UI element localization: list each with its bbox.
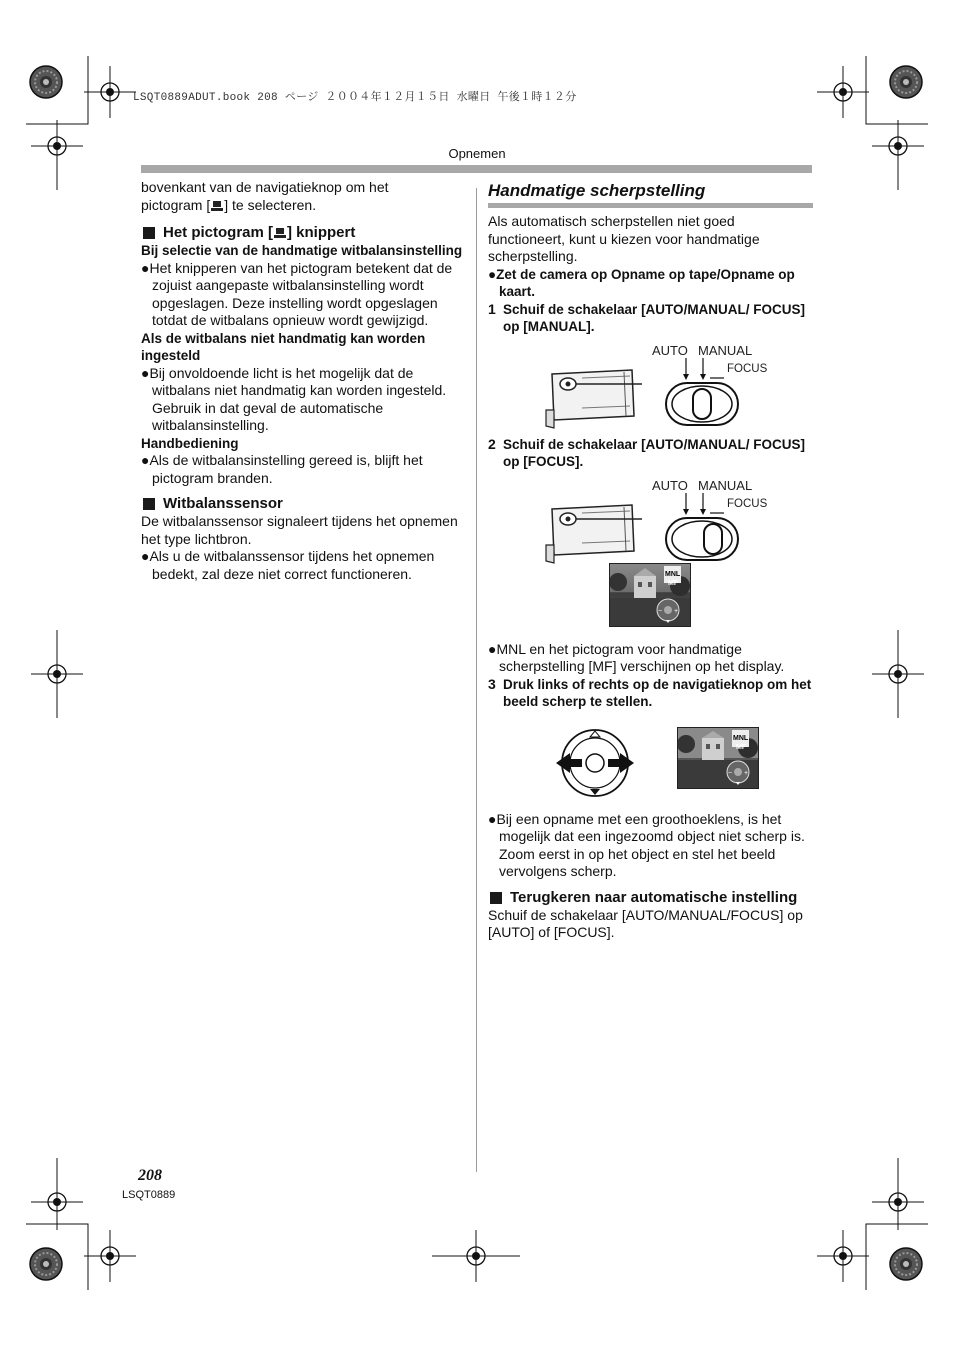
intro-line: bovenkant van de navigatieknop om het [141, 179, 389, 195]
bullet-item: ●Als de witbalansinstelling gereed is, blijft het pictogram branden. [141, 452, 423, 486]
subheading: Als de witbalans niet handmatig kan worden ingesteld [141, 330, 426, 363]
heading-return [488, 889, 813, 907]
switch-diagram-manual [488, 342, 813, 434]
switch-icon [664, 380, 740, 428]
navigation-button-icon [554, 727, 636, 799]
intro-line [141, 197, 466, 215]
bullet-item: ●Zet de camera op Opname op tape/Opname op kaart. [488, 266, 795, 299]
label-focus: FOCUS [727, 497, 768, 510]
screen-mnl-label: MNL [732, 730, 749, 748]
bullet-text: Het knipperen van het pictogram betekent dat de zojuist aangepaste witbalansinstelling wordt opgeslagen. Deze instelling wordt opgeslagen totdat de witbalans opnieuw wordt gewijzigd. [149, 259, 453, 328]
bullet-item: ●MNL en het pictogram voor handmatige scherpstelling [MF] verschijnen op het display. [488, 640, 785, 674]
heading-text-part: Het pictogram [ [163, 224, 274, 241]
step-text: Schuif de schakelaar [AUTO/MANUAL/ FOCUS] op [MANUAL]. [503, 301, 806, 334]
square-bullet-icon [143, 227, 155, 239]
section-title: Handmatige scherpstelling [488, 181, 706, 200]
label-auto: AUTO [652, 342, 688, 358]
bullet-text: Zet de camera op Opname op tape/Opname op kaart. [496, 266, 795, 299]
switch-diagram-focus [488, 477, 813, 641]
screen-mf-label: MF [736, 743, 747, 751]
switch-pointer-lines [678, 358, 728, 382]
intro-text: pictogram [ [141, 196, 211, 213]
heading-text: Terugkeren naar automatische instelling [510, 888, 798, 906]
step-number: 3 [488, 675, 496, 692]
subheading: Handbediening [141, 435, 239, 451]
label-auto: AUTO [652, 477, 688, 493]
camera-icon [542, 360, 642, 432]
title-rule [488, 203, 813, 208]
bullet-text: Bij onvoldoende licht is het mogelijk dat de witbalans niet handmatig kan worden ingesteld. Gebruik in dat geval de automatische witbalansinstelling. [149, 364, 447, 433]
registration-mark-icon [84, 66, 136, 118]
color-target-icon [890, 1248, 922, 1280]
step-text: Schuif de schakelaar [AUTO/MANUAL/ FOCUS] op [FOCUS]. [503, 436, 806, 469]
section-label: Opnemen [448, 146, 506, 161]
column-divider [476, 188, 477, 1172]
heading-text [163, 224, 355, 242]
right-column [488, 180, 813, 942]
step-3 [488, 676, 813, 711]
switch-pointer-lines [678, 493, 728, 517]
page-number: 208 [138, 1167, 162, 1184]
screen-mnl-label: MNL [664, 566, 681, 584]
bullet-item: ●Het knipperen van het pictogram betekent dat de zojuist aangepaste witbalansinstelling wordt opgeslagen. Deze instelling wordt opgeslagen totdat de witbalans opnieuw wordt gewijzigd. [141, 259, 453, 328]
registration-mark-icon [817, 66, 869, 118]
subheading: Bij selectie van de handmatige witbalansinstelling [141, 243, 463, 258]
paragraph: Schuif de schakelaar [AUTO/MANUAL/FOCUS] op [AUTO] of [FOCUS]. [488, 906, 803, 940]
square-bullet-icon [143, 498, 155, 510]
label-manual: MANUAL [698, 477, 753, 493]
bullet-text: Als de witbalansinstelling gereed is, blijft het pictogram branden. [149, 452, 423, 486]
step-number: 1 [488, 300, 496, 317]
intro-text: ] te selecteren. [224, 196, 317, 213]
heading-blink [141, 224, 466, 242]
paragraph: Als automatisch scherpstellen niet goed functioneert, kunt u kiezen voor handmatige scherpstelling. [488, 213, 760, 264]
display-preview [677, 727, 759, 789]
color-target-icon [30, 66, 62, 98]
svg-text:+: + [744, 769, 749, 777]
registration-mark-icon [817, 1230, 869, 1282]
registration-mark-icon [84, 1230, 136, 1282]
bullet-text: Als u de witbalanssensor tijdens het opnemen bedekt, zal deze niet correct functioneren. [149, 548, 435, 582]
svg-text:−: − [658, 607, 663, 615]
square-bullet-icon [490, 892, 502, 904]
step-text: Druk links of rechts op de navigatieknop om het beeld scherp te stellen. [503, 676, 812, 709]
bullet-item: ●Bij onvoldoende licht is het mogelijk dat de witbalans niet handmatig kan worden ingesteld. Gebruik in dat geval de automatische witbalansinstelling. [141, 364, 447, 433]
white-balance-icon [273, 226, 287, 239]
svg-text:+: + [674, 607, 679, 615]
camera-icon [542, 495, 642, 567]
paragraph: De witbalanssensor signaleert tijdens het opnemen het type lichtbron. [141, 513, 458, 547]
top-rule [141, 165, 812, 173]
heading-text-part: ] knippert [287, 224, 356, 241]
bullet-item: ●Bij een opname met een groothoeklens, is het mogelijk dat een ingezoomd object niet scherp is. Zoom eerst in op het object en stel het beeld vervolgens scherp. [488, 810, 805, 879]
left-column [141, 179, 466, 583]
bullet-text: MNL en het pictogram voor handmatige scherpstelling [MF] verschijnen op het display. [496, 640, 785, 674]
color-target-icon [890, 66, 922, 98]
step-2 [488, 436, 813, 471]
display-preview [609, 563, 691, 627]
step-number: 2 [488, 435, 496, 452]
label-manual: MANUAL [698, 342, 753, 358]
color-target-icon [30, 1248, 62, 1280]
screen-mf-label: MF [668, 579, 679, 587]
document-code: LSQT0889 [122, 1189, 176, 1201]
label-focus: FOCUS [727, 362, 768, 375]
print-header: LSQT0889ADUT.book 208 ページ ２００４年１２月１５日 水曜日 午後１時１２分 [133, 92, 577, 104]
heading-text: Witbalanssensor [163, 495, 283, 512]
bullet-text: Bij een opname met een groothoeklens, is het mogelijk dat een ingezoomd object niet scherp is. Zoom eerst in op het object en stel het beeld vervolgens scherp. [496, 810, 805, 879]
heading-sensor [141, 495, 466, 513]
svg-text:−: − [728, 769, 733, 777]
step-1 [488, 301, 813, 336]
navigation-diagram [488, 717, 813, 811]
bullet-item: ●Als u de witbalanssensor tijdens het opnemen bedekt, zal deze niet correct functioneren. [141, 548, 435, 582]
switch-icon [664, 515, 740, 563]
white-balance-icon [210, 199, 224, 212]
